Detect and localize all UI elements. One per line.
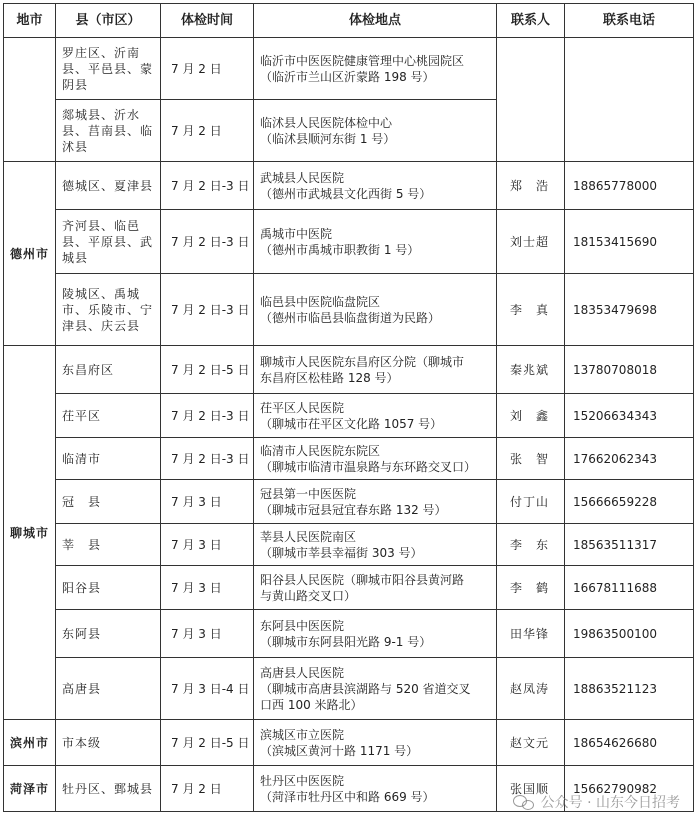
- phone-cell: 18353479698: [565, 274, 694, 346]
- phone-cell: 17662062343: [565, 438, 694, 480]
- place-cell: 聊城市人民医院东昌府区分院（聊城市 东昌府区松桂路 128 号）: [254, 346, 497, 394]
- table-row: [4, 162, 694, 210]
- place-cell: 牡丹区中医医院 （菏泽市牡丹区中和路 669 号）: [254, 766, 497, 812]
- wechat-icon: [513, 794, 535, 810]
- phone-cell: 13780708018: [565, 346, 694, 394]
- date-cell: 7 月 2 日-3 日: [161, 210, 254, 274]
- table-row: [4, 438, 694, 480]
- header-contact: 联系人: [497, 4, 565, 38]
- date-cell: 7 月 2 日: [161, 766, 254, 812]
- date-cell: 7 月 2 日-5 日: [161, 720, 254, 766]
- table-row: [4, 394, 694, 438]
- contact-cell: 李 东: [497, 524, 565, 566]
- date-cell: 7 月 2 日: [161, 100, 254, 162]
- place-cell: 禹城市中医院 （德州市禹城市职教街 1 号）: [254, 210, 497, 274]
- phone-cell: 18153415690: [565, 210, 694, 274]
- table-row: [4, 38, 694, 100]
- header-city: 地市: [4, 4, 56, 38]
- contact-cell: 赵文元: [497, 720, 565, 766]
- place-cell: 茌平区人民医院 （聊城市茌平区文化路 1057 号）: [254, 394, 497, 438]
- place-cell: 临沭县人民医院体检中心 （临沭县顺河东街 1 号）: [254, 100, 497, 162]
- city-cell: [4, 38, 56, 162]
- city-cell: 滨州市: [4, 720, 56, 766]
- table-row: [4, 658, 694, 720]
- table-row: [4, 566, 694, 610]
- header-date: 体检时间: [161, 4, 254, 38]
- table-row: [4, 346, 694, 394]
- contact-cell: 张国顺: [497, 766, 565, 812]
- phone-cell: 15666659228: [565, 480, 694, 524]
- watermark-text: 公众号 · 山东今日招考: [540, 795, 680, 811]
- contact-cell: 刘士超: [497, 210, 565, 274]
- county-cell: 东阿县: [56, 610, 161, 658]
- county-cell: 阳谷县: [56, 566, 161, 610]
- header-phone: 联系电话: [565, 4, 694, 38]
- county-cell: 高唐县: [56, 658, 161, 720]
- contact-cell: 郑 浩: [497, 162, 565, 210]
- table-row: [4, 524, 694, 566]
- contact-cell: 刘 鑫: [497, 394, 565, 438]
- date-cell: 7 月 3 日: [161, 610, 254, 658]
- date-cell: 7 月 2 日-5 日: [161, 346, 254, 394]
- phone-cell: [565, 38, 694, 162]
- contact-cell: 李 鹤: [497, 566, 565, 610]
- city-cell: 菏泽市: [4, 766, 56, 812]
- date-cell: 7 月 2 日-3 日: [161, 162, 254, 210]
- place-cell: 东阿县中医医院 （聊城市东阿县阳光路 9-1 号）: [254, 610, 497, 658]
- table-row: [4, 720, 694, 766]
- county-cell: 罗庄区、沂南县、平邑县、蒙阴县: [56, 38, 161, 100]
- date-cell: 7 月 3 日-4 日: [161, 658, 254, 720]
- county-cell: 临清市: [56, 438, 161, 480]
- contact-cell: 赵凤涛: [497, 658, 565, 720]
- date-cell: 7 月 2 日-3 日: [161, 438, 254, 480]
- county-cell: 牡丹区、鄄城县: [56, 766, 161, 812]
- county-cell: 东昌府区: [56, 346, 161, 394]
- date-cell: 7 月 2 日-3 日: [161, 274, 254, 346]
- county-cell: 郯城县、沂水县、莒南县、临沭县: [56, 100, 161, 162]
- watermark: [513, 792, 680, 812]
- phone-cell: 18563511317: [565, 524, 694, 566]
- contact-cell: 李 真: [497, 274, 565, 346]
- phone-cell: 15206634343: [565, 394, 694, 438]
- table-row: [4, 274, 694, 346]
- contact-cell: 付丁山: [497, 480, 565, 524]
- phone-cell: 18654626680: [565, 720, 694, 766]
- date-cell: 7 月 3 日: [161, 480, 254, 524]
- date-cell: 7 月 3 日: [161, 524, 254, 566]
- header-county: 县（市区）: [56, 4, 161, 38]
- county-cell: 陵城区、禹城市、乐陵市、宁津县、庆云县: [56, 274, 161, 346]
- header-row: [4, 4, 694, 38]
- table-row: [4, 210, 694, 274]
- phone-cell: 15662790982: [565, 766, 694, 812]
- phone-cell: 18863521123: [565, 658, 694, 720]
- table-row: [4, 610, 694, 658]
- place-cell: 临清市人民医院东院区 （聊城市临清市温泉路与东环路交叉口）: [254, 438, 497, 480]
- place-cell: 冠县第一中医医院 （聊城市冠县冠宜春东路 132 号）: [254, 480, 497, 524]
- place-cell: 阳谷县人民医院（聊城市阳谷县黄河路 与黄山路交叉口）: [254, 566, 497, 610]
- county-cell: 冠 县: [56, 480, 161, 524]
- place-cell: 高唐县人民医院 （聊城市高唐县滨湖路与 520 省道交叉 口西 100 米路北）: [254, 658, 497, 720]
- contact-cell: 张 智: [497, 438, 565, 480]
- phone-cell: 19863500100: [565, 610, 694, 658]
- place-cell: 莘县人民医院南区 （聊城市莘县幸福街 303 号）: [254, 524, 497, 566]
- place-cell: 武城县人民医院 （德州市武城县文化西街 5 号）: [254, 162, 497, 210]
- phone-cell: 16678111688: [565, 566, 694, 610]
- date-cell: 7 月 2 日-3 日: [161, 394, 254, 438]
- place-cell: 临邑县中医院临盘院区 （德州市临邑县临盘街道为民路）: [254, 274, 497, 346]
- contact-cell: 田华锋: [497, 610, 565, 658]
- county-cell: 市本级: [56, 720, 161, 766]
- place-cell: 临沂市中医医院健康管理中心桃园院区 （临沂市兰山区沂蒙路 198 号）: [254, 38, 497, 100]
- county-cell: 德城区、夏津县: [56, 162, 161, 210]
- city-cell: 德州市: [4, 162, 56, 346]
- header-place: 体检地点: [254, 4, 497, 38]
- county-cell: 莘 县: [56, 524, 161, 566]
- county-cell: 齐河县、临邑县、平原县、武城县: [56, 210, 161, 274]
- table-row: [4, 480, 694, 524]
- date-cell: 7 月 2 日: [161, 38, 254, 100]
- phone-cell: 18865778000: [565, 162, 694, 210]
- place-cell: 滨城区市立医院 （滨城区黄河十路 1171 号）: [254, 720, 497, 766]
- date-cell: 7 月 3 日: [161, 566, 254, 610]
- exam-schedule-table: [3, 3, 694, 812]
- contact-cell: [497, 38, 565, 162]
- city-cell: 聊城市: [4, 346, 56, 720]
- contact-cell: 秦兆斌: [497, 346, 565, 394]
- county-cell: 茌平区: [56, 394, 161, 438]
